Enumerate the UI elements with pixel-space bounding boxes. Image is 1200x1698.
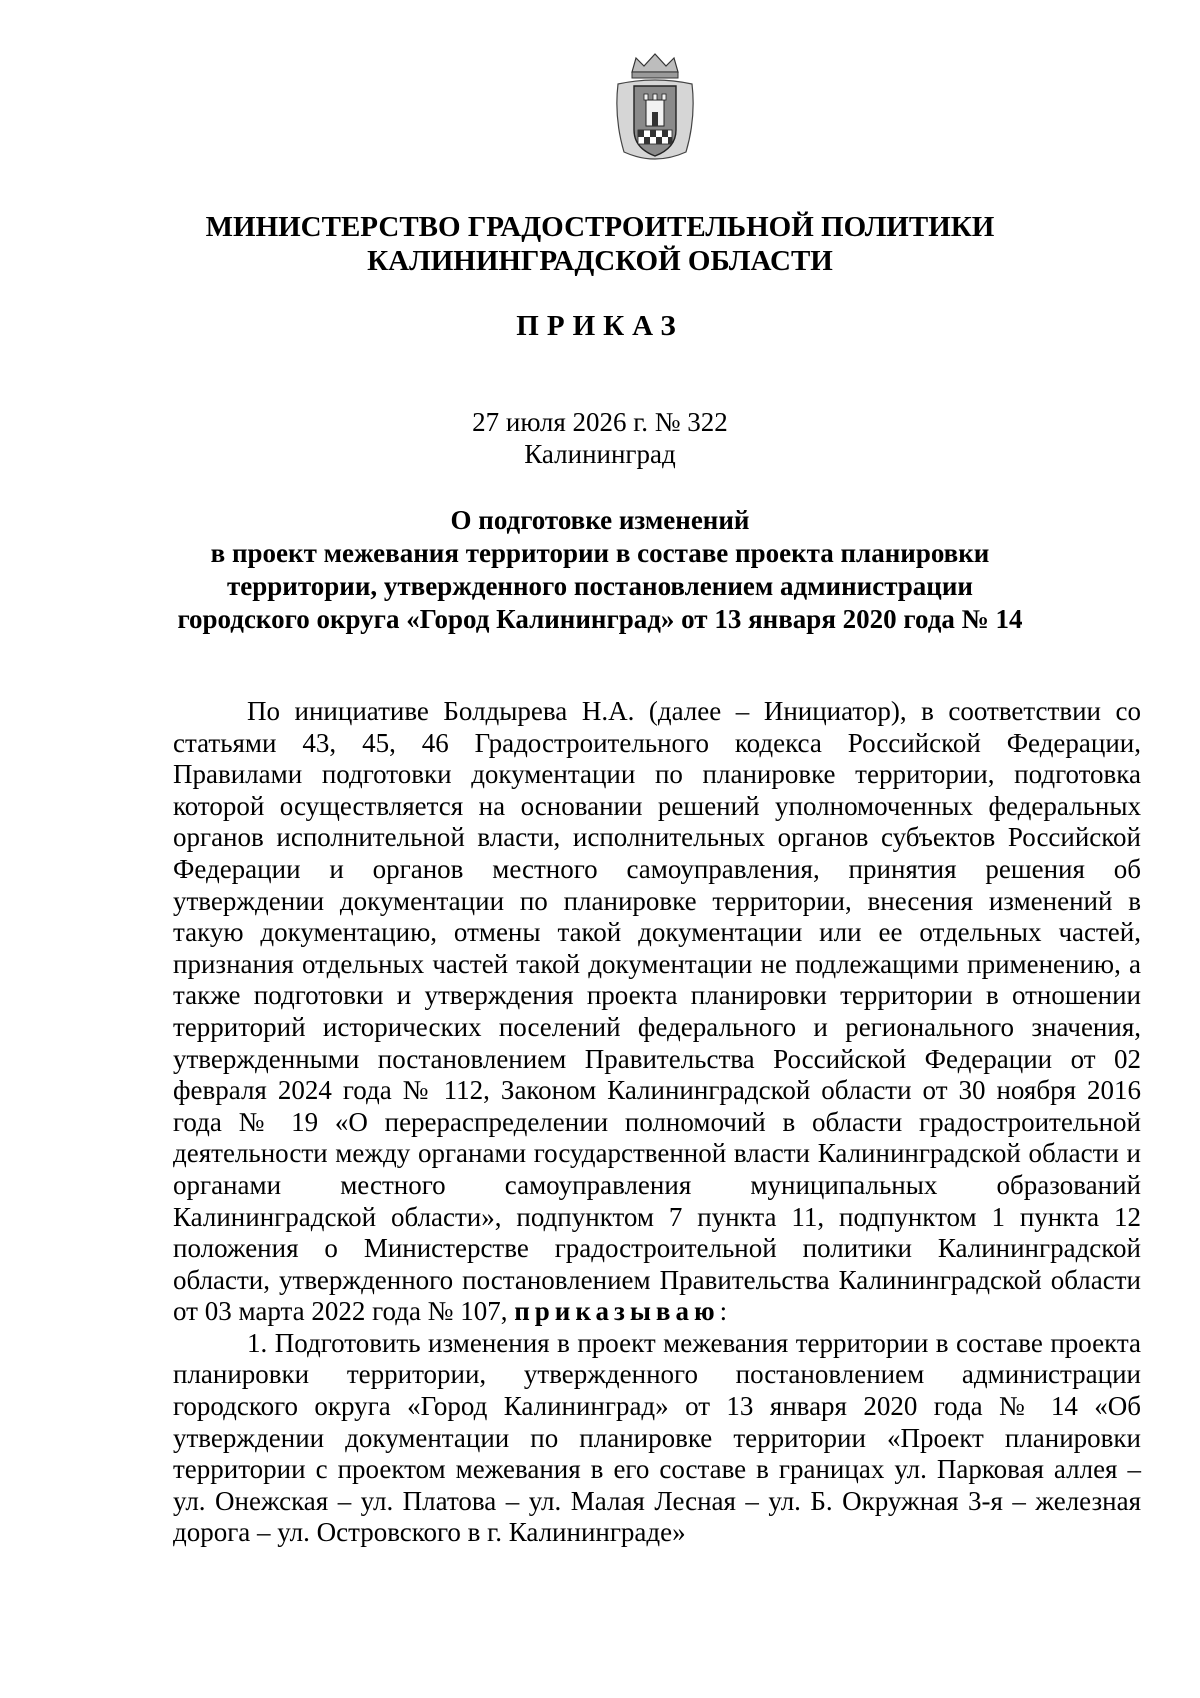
order-body [173, 696, 1141, 1549]
document-type-title: ПРИКАЗ [516, 310, 684, 342]
ministry-line-1: МИНИСТЕРСТВО ГРАДОСТРОИТЕЛЬНОЙ ПОЛИТИКИ [205, 211, 995, 243]
city: Калининград [524, 439, 676, 469]
date-and-place [0, 406, 1200, 470]
item-1-paragraph: 1. Подготовить изменения в проект межевания территории в составе проекта планировки территории, утвержденного постановлением администрации городского округа «Город Калининград» от 13 января 2020 года № 14 «Об утверждении документации по планировке территории «Проект планировки территории с проектом межевания в его составе в границах ул. Парковая аллея – ул. Онежская – ул. Платова – ул. Малая Лесная – ул. Б. Окружная 3-я – железная дорога – ул. Островского в г. Калининграде» [173, 1327, 1141, 1548]
command-colon: : [719, 1296, 728, 1327]
subject-line-2: в проект межевания территории в составе проекта планировки [210, 538, 990, 568]
order-subject [0, 504, 1200, 636]
subject-line-1: О подготовке изменений [450, 505, 750, 535]
ministry-line-2: КАЛИНИНГРАДСКОЙ ОБЛАСТИ [367, 245, 833, 277]
command-word: приказываю [514, 1296, 720, 1327]
preamble-paragraph [173, 696, 1141, 1328]
preamble-text: По инициативе Болдырева Н.А. (далее – Инициатор), в соответствии со статьями 43, 45, 46 Градостроительного кодекса Российской Федерации, Правилами подготовки документации по планировке территории, подготовка которой осуществляется на основании решений уполномоченных федеральных органов исполнительной власти, исполнительных органов субъектов Российской Федерации и органов местного самоуправления, принятия решения об утверждении документации по планировке территории, внесения изменений в такую документацию, отмены такой документации или ее отдельных частей, признания отдельных частей такой документации не подлежащими применению, а также подготовки и утверждения проекта планировки территории в отношении территорий исторических поселений федерального и регионального значения, утвержденными постановлением Правительства Российской Федерации от 02 февраля 2024 года № 112, Законом Калининградской области от 30 ноября 2016 года № 19 «О перераспределении полномочий в области градостроительной деятельности между органами государственной власти Калининградской области и органами местного самоуправления муниципальных образований Калининградской области», подпунктом 7 пункта 11, подпунктом 1 пункта 12 положения о Министерстве градостроительной политики Калининградской области, утвержденного постановлением Правительства Калининградской области от 03 марта 2022 года № 107, [173, 696, 1141, 1327]
coat-of-arms-emblem [610, 48, 700, 168]
date-number: 27 июля 2026 г. № 322 [472, 407, 728, 437]
subject-line-3: территории, утвержденного постановлением администрации [227, 571, 973, 601]
subject-line-4: городского округа «Город Калининград» от 13 января 2020 года № 14 [177, 604, 1023, 634]
ministry-name [0, 210, 1200, 278]
